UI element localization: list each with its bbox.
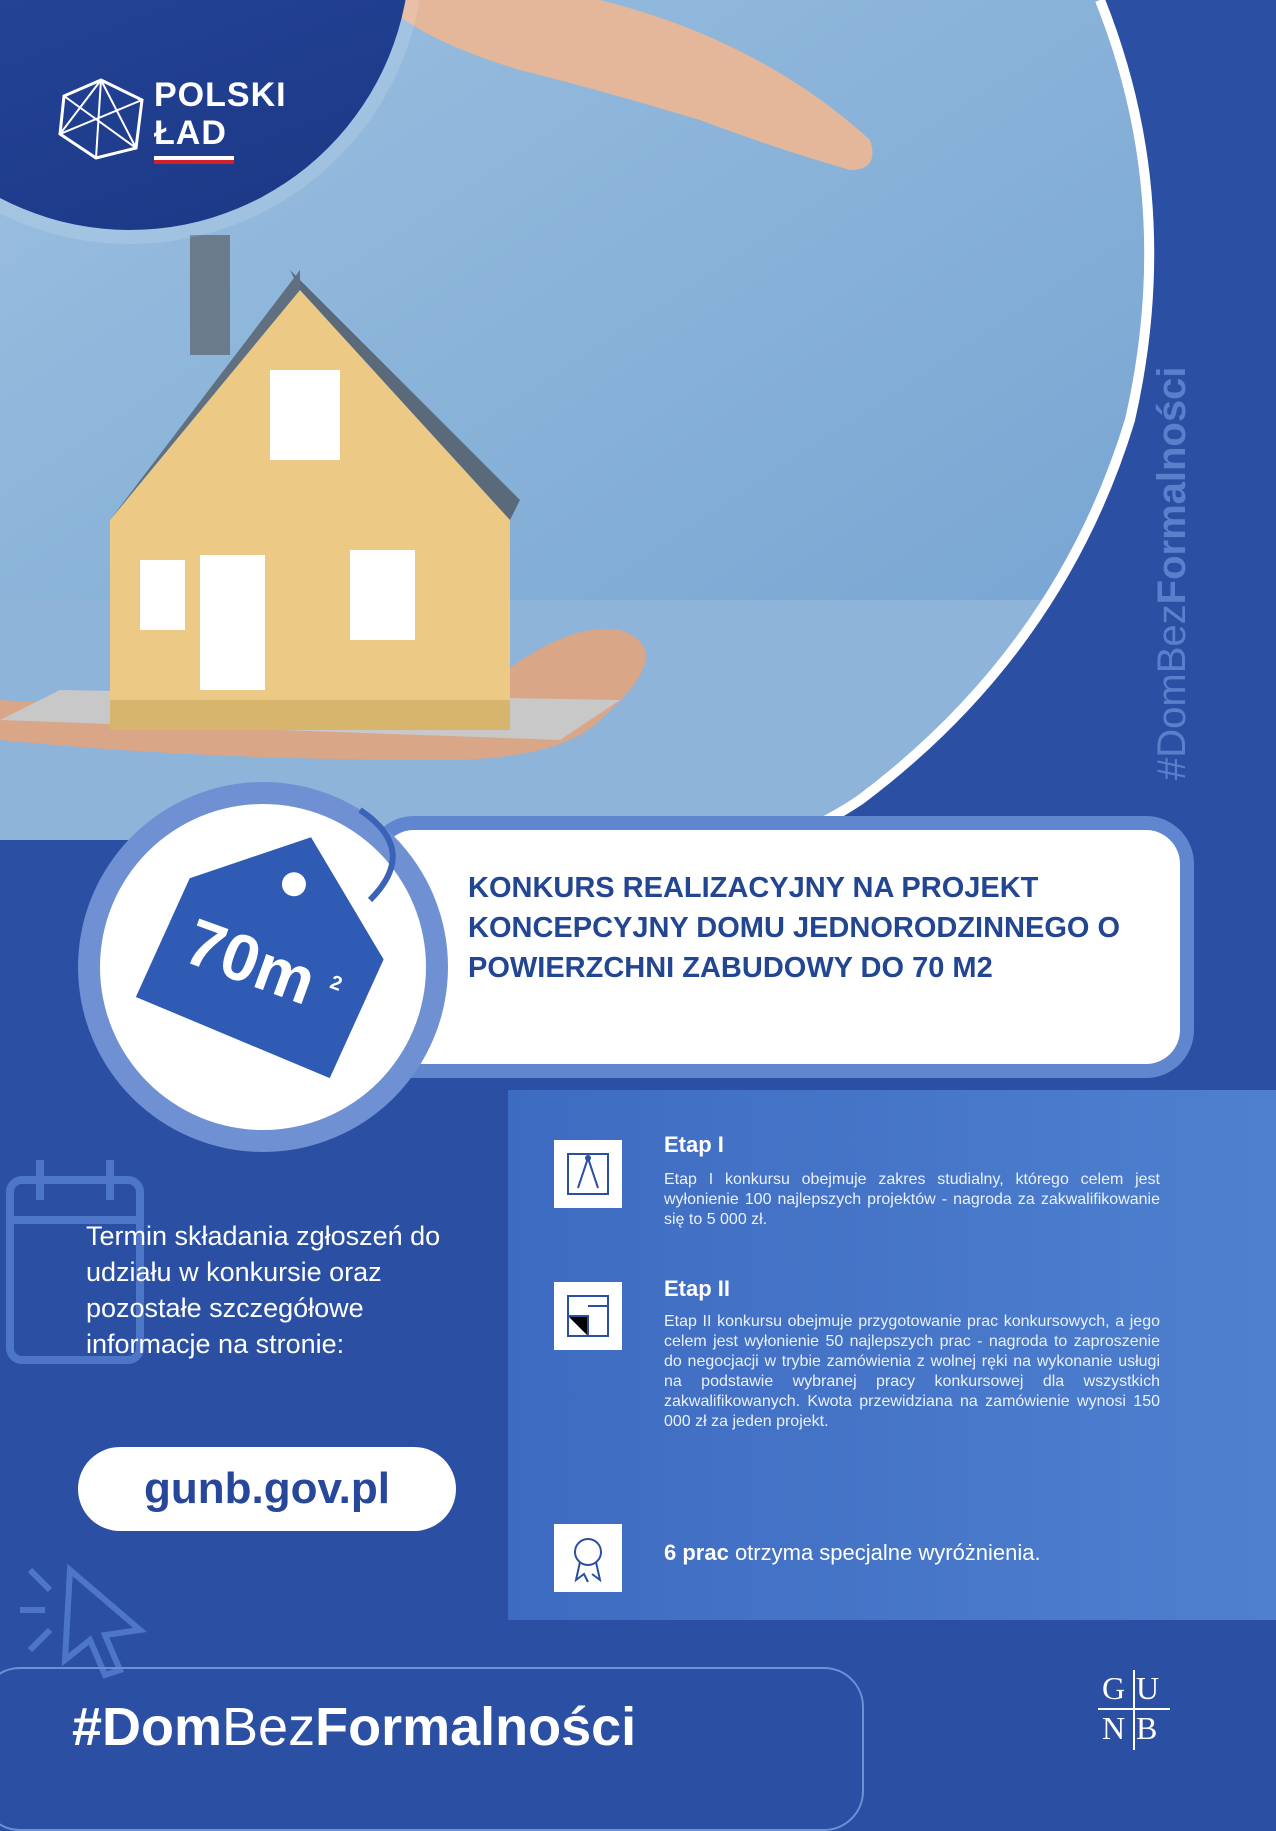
step2-body: Etap II konkursu obejmuje przygotowanie prac konkursowych, a jego celem jest wyłonienie 50 najlepszych prac - nagroda to zaproszenie do negocjacji w trybie zamówienia z wolnej ręki na wykonanie usługi na podstawie wybranej pracy konkursowej dla wszystkich zakwalifikowanych. Kwota przewidziana na zamówienie wynosi 150 000 zł za jeden projekt. [664, 1313, 1160, 1430]
badge-value: 70m [176, 903, 326, 1019]
step1-title: Etap I [664, 1132, 724, 1157]
floor-plan-icon [554, 1282, 622, 1350]
logo-underline-red [154, 160, 234, 164]
deadline-info: Termin składania zgłoszeń do udziału w konkursie oraz pozostałe szczegółowe informacje na stronie: [86, 1221, 441, 1359]
side-hashtag: #DomBezFormalności [1150, 366, 1194, 780]
logo-line2: ŁAD [154, 114, 227, 152]
award-icon-box [554, 1524, 622, 1592]
gunb-logo: G U N B [1098, 1670, 1170, 1750]
polski-lad-emblem-icon [56, 78, 146, 160]
step1-icon-box [554, 1140, 622, 1208]
step2-title: Etap II [664, 1276, 731, 1301]
award-rest: otrzyma specjalne wyróżnienia. [728, 1540, 1041, 1565]
step2-icon-box [554, 1282, 622, 1350]
price-tag-house-icon [120, 790, 420, 1090]
award-bold: 6 prac [664, 1540, 729, 1565]
logo-line1: POLSKI [154, 76, 287, 114]
footer-hashtag: #DomBezFormalności [72, 1697, 637, 1757]
award-ribbon-icon [554, 1524, 622, 1592]
award-text [664, 1540, 1041, 1566]
website-link[interactable]: gunb.gov.pl [78, 1447, 456, 1531]
page-title: KONKURS REALIZACYJNY NA PROJEKT KONCEPCYJNY DOMU JEDNORODZINNEGO O POWIERZCHNI ZABUDOWY DO 70 M2 [468, 872, 1121, 984]
step1-body: Etap I konkursu obejmuje zakres studialny, którego celem jest wyłonienie 100 najlepszych projektów - nagroda za zakwalifikowanie się to 5 000 zł. [664, 1171, 1160, 1228]
cursor-click-icon [10, 1560, 160, 1680]
badge-superscript: 2 [327, 971, 346, 996]
drafting-compass-icon [554, 1140, 622, 1208]
